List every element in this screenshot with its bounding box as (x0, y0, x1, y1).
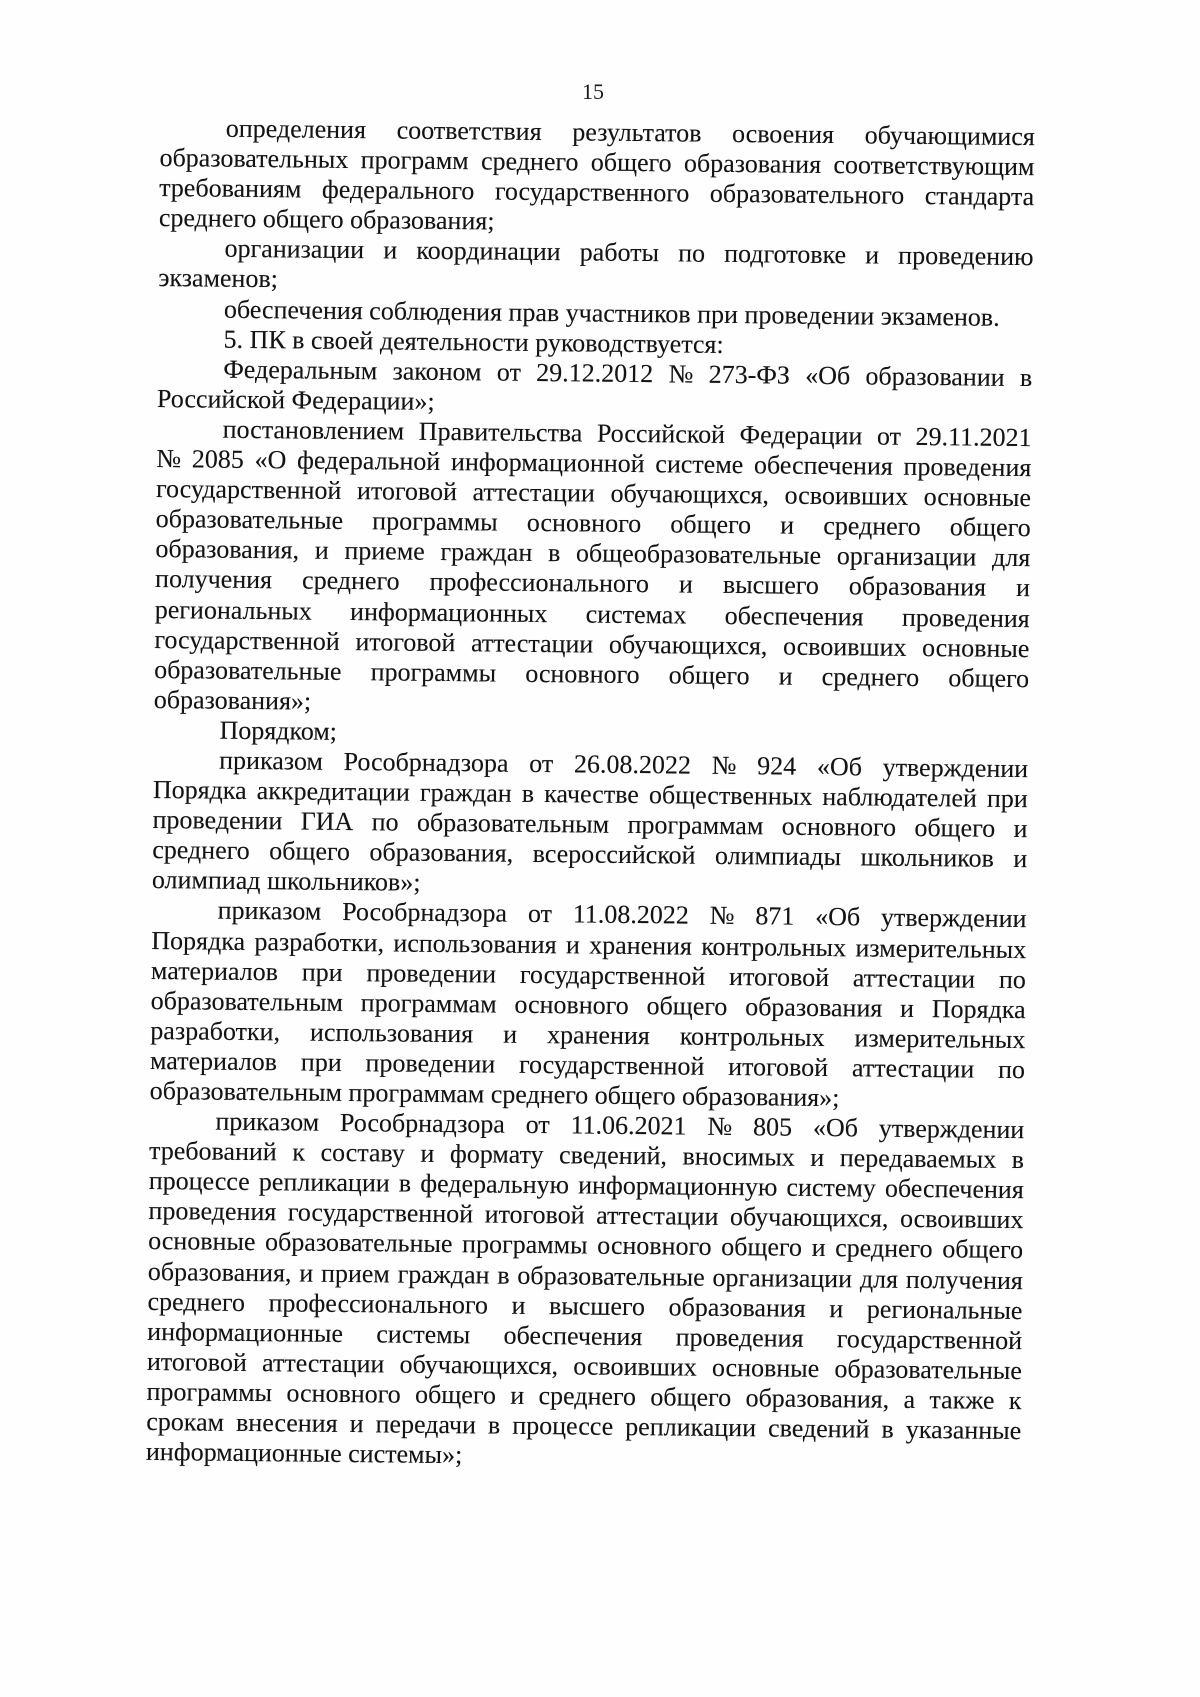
word: Рособрнадзора (342, 897, 508, 929)
word: образовательные (834, 1353, 1023, 1385)
word: формату (449, 1139, 544, 1170)
word: общего (914, 813, 996, 843)
word: № (707, 1111, 733, 1142)
word: аттестации (852, 962, 976, 994)
word: и (565, 929, 581, 959)
word: итоговой (356, 476, 458, 507)
word: контрольных (701, 931, 847, 962)
word: к (292, 1137, 306, 1167)
body-text (146, 113, 1035, 1476)
word: и (299, 1258, 314, 1288)
word: соответствующим (833, 150, 1035, 182)
word: общего (414, 1379, 497, 1410)
word: в (398, 1168, 412, 1198)
word: Порядка (152, 775, 247, 806)
word: разработки, (254, 926, 385, 957)
word: в (1011, 1145, 1025, 1175)
word: системы (376, 1319, 471, 1350)
word: законом (392, 356, 482, 387)
word: и (780, 510, 795, 540)
word: высшего (722, 570, 820, 601)
paragraph (158, 233, 1034, 302)
word: образования, (155, 534, 300, 565)
word: разработки, (150, 1015, 281, 1047)
word: основные (711, 1352, 820, 1383)
word: освоивших (899, 1204, 1024, 1235)
word: внесения (235, 1407, 338, 1438)
word: организации (836, 541, 977, 572)
word: общего (650, 1382, 732, 1412)
text-line: образовательным программам среднего общего образования»; (149, 1075, 840, 1113)
word: обучающимися (864, 120, 1035, 152)
word: образовательные (154, 654, 342, 686)
word: информационных (350, 596, 548, 628)
word: и (1013, 814, 1028, 844)
word: информационную (578, 1170, 778, 1202)
word: от (876, 421, 902, 451)
text-line: обеспечения соблюдения прав участников при проведении экзаменов. (223, 294, 1000, 332)
word: государственной (519, 959, 706, 991)
word: обучающихся, (399, 1349, 559, 1381)
word: образования, (147, 1256, 292, 1288)
word: процессе (148, 1166, 250, 1197)
word: и (1015, 573, 1031, 603)
word: среднего (835, 1233, 933, 1264)
word: региональные (866, 1294, 1023, 1325)
word: 2085 (191, 444, 245, 474)
word: федерального (321, 174, 475, 206)
word: для (859, 1263, 899, 1294)
word: общего (646, 990, 728, 1021)
word: программам (360, 987, 497, 1019)
word: от (496, 357, 522, 387)
word: системе (655, 449, 744, 480)
word: профессионального (429, 567, 650, 599)
word: Рособрнадзора (339, 1108, 506, 1139)
paragraph (157, 354, 1033, 423)
word: измерительных (854, 1023, 1026, 1054)
word: и (810, 1143, 825, 1173)
word: федеральной (296, 445, 441, 476)
word: обеспечения (884, 1173, 1024, 1205)
word: приказом (219, 745, 324, 776)
word: проведении (366, 957, 497, 989)
word: хранения (589, 930, 693, 961)
word: образовательным (416, 807, 610, 839)
word: контрольных (679, 1021, 825, 1052)
word: получения (905, 1264, 1023, 1295)
word: итоговой (355, 626, 456, 657)
word: общего (721, 1232, 803, 1263)
paragraph (154, 414, 1032, 724)
word: региональных (154, 594, 312, 626)
word: обучающихся, (610, 478, 770, 510)
word: образования, (369, 837, 514, 868)
word: образовательные (517, 1260, 705, 1292)
word: по (678, 238, 706, 269)
word: программам (627, 810, 764, 841)
word: и (865, 240, 880, 270)
word: образовательным (150, 985, 344, 1017)
word: и (503, 1019, 518, 1049)
word: требованиям (159, 173, 302, 204)
word: а (903, 1384, 916, 1414)
word: обеспечения (503, 1320, 643, 1351)
word: Федеральным (223, 354, 378, 386)
word: сведений, (558, 1140, 668, 1171)
word: № (156, 444, 182, 474)
word: репликации (625, 1411, 757, 1443)
word: приказом (215, 1106, 320, 1137)
word: общественных (648, 780, 813, 811)
page-number: 15 (582, 79, 604, 104)
word: и (778, 661, 793, 691)
word: государственной (287, 1197, 474, 1229)
word: организации (224, 234, 365, 265)
word: основные (923, 482, 1032, 513)
word: всероссийской (532, 839, 696, 870)
word: основного (597, 1231, 712, 1262)
word: проведения (675, 1322, 804, 1353)
word: и (678, 569, 694, 600)
word: «Об (805, 360, 851, 390)
word: и (811, 1233, 826, 1263)
word: 29.11.2021 (915, 421, 1032, 453)
word: образования (745, 991, 883, 1023)
text-line: 5. ПК в своей деятельности руководствуется: (223, 324, 724, 359)
word: образовательных (159, 143, 349, 175)
word: государственной (518, 1049, 705, 1081)
word: работы (579, 237, 660, 268)
word: утверждении (878, 1113, 1025, 1145)
word: использования (393, 928, 557, 959)
word: требований (148, 1136, 277, 1167)
word: 11.06.2021 (570, 1110, 687, 1141)
text-line: экзаменов; (158, 263, 279, 294)
word: Порядка (931, 993, 1026, 1024)
word: государственной (154, 624, 340, 656)
word: «О (254, 445, 287, 475)
word: профессионального (268, 1287, 489, 1320)
word: в (487, 1410, 501, 1440)
text-line: информационные системы»; (145, 1437, 463, 1470)
word: аттестации (596, 1201, 719, 1232)
word: № (709, 901, 735, 931)
word: 26.08.2022 (573, 749, 692, 780)
text-line: Порядком; (219, 715, 338, 746)
word: основного (526, 508, 642, 539)
word: 273-ФЗ (708, 359, 791, 390)
word: при (986, 783, 1028, 814)
word: Правительства (418, 416, 583, 448)
word: также (929, 1385, 995, 1415)
word: от (525, 1109, 550, 1140)
word: образовании (865, 361, 1005, 392)
text-line: образования»; (153, 684, 312, 716)
word: Российской (596, 418, 726, 449)
word: информационные (147, 1316, 344, 1348)
word: Федерации (739, 420, 863, 451)
word: проведения (901, 602, 1030, 633)
word: «Об (816, 751, 863, 782)
word: среднего (147, 1286, 246, 1317)
word: итоговой (728, 961, 830, 992)
word: к (1008, 1385, 1022, 1416)
word: освоивших (573, 1351, 697, 1382)
word: образования (668, 1292, 806, 1323)
word: проведения (903, 451, 1032, 483)
word: образовательные (155, 504, 344, 536)
word: утверждении (880, 903, 1027, 934)
word: государственной (836, 1323, 1023, 1355)
word: и (314, 535, 329, 566)
word: проведению (898, 241, 1034, 272)
word: программ (360, 145, 469, 176)
word: в (521, 778, 535, 809)
word: систему (786, 1172, 876, 1203)
word: 805 (752, 1112, 793, 1142)
word: соответствия (396, 115, 542, 146)
word: для (991, 543, 1031, 573)
word: обучающихся, (729, 1202, 889, 1234)
word: 924 (757, 751, 797, 781)
word: хранения (546, 1019, 650, 1050)
text-line: Российской Федерации»; (156, 383, 435, 416)
word: определения (225, 113, 367, 145)
word: федеральную (420, 1169, 570, 1200)
word: приеме (344, 536, 425, 567)
word: в (1019, 362, 1033, 392)
word: программы (146, 1376, 273, 1408)
word: итоговой (728, 1051, 829, 1082)
word: от (527, 899, 553, 929)
word: и (510, 1380, 525, 1410)
word: обучающихся, (608, 629, 768, 660)
word: использования (309, 1017, 474, 1049)
word: материалов (150, 955, 279, 986)
word: и (1013, 844, 1028, 874)
word: и (511, 1290, 526, 1320)
word: общеобразовательные (575, 538, 822, 571)
word: материалов (149, 1045, 278, 1077)
word: приказом (217, 896, 322, 927)
word: среднего (538, 1380, 637, 1411)
word: среднего (152, 835, 250, 866)
word: общего (948, 662, 1030, 693)
word: программы (461, 1229, 588, 1261)
word: Порядка (151, 925, 246, 956)
word: при (300, 1047, 342, 1077)
word: прием (320, 1258, 391, 1289)
word: 11.08.2022 (572, 899, 689, 931)
word: координации (416, 236, 561, 267)
word: государственного (494, 176, 690, 208)
word: общего (590, 147, 672, 178)
word: общего (942, 1234, 1024, 1265)
word: репликации (258, 1167, 390, 1198)
word: государственной (155, 474, 342, 506)
word: и (829, 1293, 844, 1323)
word: основные (921, 632, 1030, 663)
text-line: олимпиад школьников»; (151, 865, 421, 898)
word: образовательного (709, 178, 905, 210)
word: в (881, 1414, 894, 1444)
word: передачи (375, 1409, 477, 1440)
word: по (997, 1054, 1026, 1085)
word: проведения (148, 1196, 277, 1227)
word: ГИА (300, 806, 354, 837)
word: проведении (365, 1048, 496, 1079)
word: составу (320, 1137, 406, 1168)
word: образования (683, 148, 822, 180)
word: школьников (860, 842, 994, 874)
word: аттестации (851, 1053, 975, 1084)
word: основного (514, 989, 629, 1020)
word: граждан (397, 1259, 490, 1290)
word: качестве (544, 779, 639, 810)
text-line: среднего общего образования; (158, 203, 495, 236)
word: аттестации (261, 1347, 385, 1379)
word: информационной (450, 447, 645, 479)
word: итоговой (146, 1346, 248, 1377)
word: образования, (745, 1383, 890, 1414)
word: системах (585, 598, 687, 630)
word: сведений (767, 1413, 870, 1444)
word: среднего (821, 661, 920, 692)
word: обеспечения (753, 450, 893, 481)
word: общего (668, 660, 750, 690)
paragraph (146, 1106, 1025, 1476)
word: освоения (731, 118, 835, 150)
word: 29.12.2012 (536, 357, 654, 388)
word: передаваемых (839, 1143, 997, 1175)
word: образовательные (264, 1227, 453, 1259)
word: в (547, 538, 561, 568)
word: основные (148, 1226, 256, 1257)
word: измерительных (855, 932, 1027, 964)
word: высшего (548, 1290, 646, 1321)
word: срокам (146, 1406, 225, 1437)
word: № (668, 359, 694, 389)
word: и (899, 993, 915, 1023)
word: по (998, 964, 1027, 994)
word: среднего (301, 565, 400, 596)
word: общего (949, 512, 1031, 543)
word: граждан (419, 777, 512, 808)
word: обеспечения (724, 600, 864, 631)
word: общего (269, 836, 351, 867)
word: освоивших (784, 480, 909, 511)
word: подготовке (724, 239, 847, 270)
paragraph (159, 113, 1035, 243)
word: и (383, 235, 398, 265)
word: и (420, 1138, 435, 1169)
word: и (349, 1409, 364, 1439)
word: «Об (812, 1112, 859, 1143)
word: «Об (814, 902, 861, 932)
word: программы (370, 656, 497, 688)
word: 871 (755, 901, 795, 932)
word: аттестации (472, 477, 596, 508)
word: процессе (512, 1410, 614, 1441)
word: аккредитации (256, 776, 411, 807)
word: постановлением (222, 414, 405, 446)
word: утверждении (882, 752, 1029, 784)
word: программы (372, 506, 498, 537)
word: при (301, 957, 343, 987)
word: освоивших (782, 631, 907, 662)
word: Рособрнадзора (343, 746, 509, 778)
word: получения (154, 564, 273, 595)
word: итоговой (484, 1199, 585, 1230)
word: по (371, 807, 399, 837)
paragraph (152, 745, 1029, 905)
word: организации (712, 1262, 853, 1293)
word: наблюдателей (822, 782, 978, 813)
word: стандарта (924, 181, 1035, 212)
paragraph (150, 895, 1027, 1115)
word: основного (781, 811, 897, 842)
word: общего (670, 509, 752, 540)
word: указанные (905, 1414, 1022, 1446)
word: аттестации (470, 627, 594, 659)
word: результатов (572, 117, 702, 148)
word: от (529, 748, 554, 779)
word: олимпиады (714, 841, 842, 872)
word: основного (286, 1378, 401, 1409)
word: № (711, 750, 737, 781)
word: граждан (440, 537, 533, 568)
word: образования (848, 571, 987, 603)
word: вносимых (682, 1141, 795, 1172)
word: среднего (823, 511, 921, 542)
word: в (497, 1260, 510, 1290)
word: среднего (480, 146, 579, 177)
word: проведении (152, 805, 283, 836)
word: основного (525, 658, 640, 689)
